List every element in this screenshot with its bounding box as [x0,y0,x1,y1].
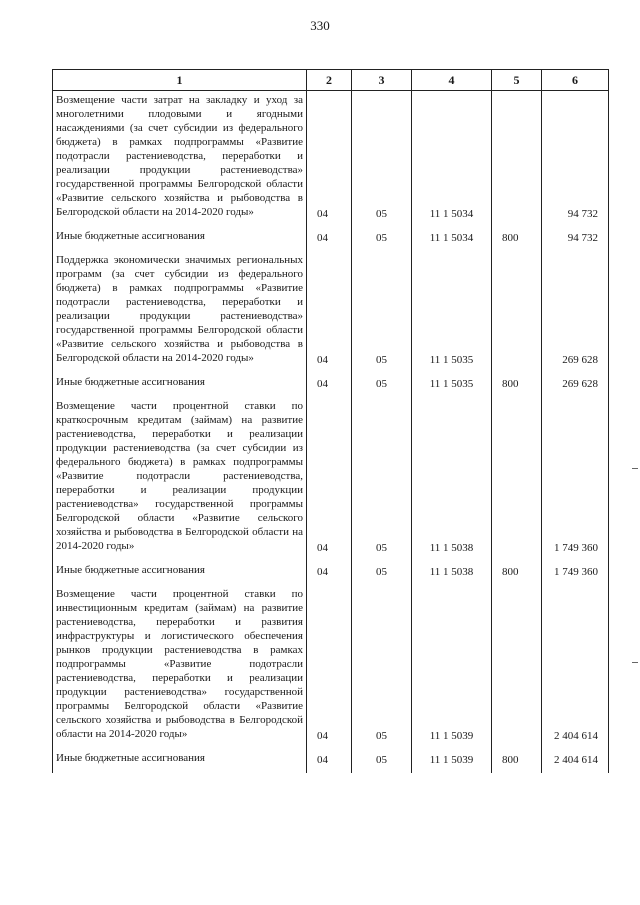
table-row [53,91,609,222]
row-subsection: 05 [352,749,412,767]
row-target-article: 11 1 5034 [412,91,492,222]
page-number: 330 [310,18,330,33]
row-subsection: 05 [352,251,412,367]
header-col-4: 4 [412,70,492,91]
row-expense-type [492,251,542,367]
row-subsection: 05 [352,373,412,391]
row-amount: 2 404 614 [542,585,609,743]
row-section: 04 [307,397,352,555]
row-expense-type: 800 [492,561,542,579]
header-col-6: 6 [542,70,609,91]
row-name: Поддержка экономически значимых региональных программ (за счет субсидии из федерального бюджета) в рамках подпрограммы «Развитие подотрасли растениеводства, переработки и реализации продукции растениеводства» государственной программы Белгородской области «Развитие сельского хозяйства и рыбоводства в Белгородской области на 2014-2020 годы» [53,251,307,367]
row-name: Иные бюджетные ассигнования [53,373,307,391]
row-expense-type: 800 [492,749,542,767]
row-name: Иные бюджетные ассигнования [53,749,307,767]
header-col-5: 5 [492,70,542,91]
row-section: 04 [307,251,352,367]
row-target-article: 11 1 5034 [412,227,492,245]
table-row [53,227,609,245]
row-target-article: 11 1 5035 [412,251,492,367]
row-amount: 269 628 [542,251,609,367]
row-subsection: 05 [352,91,412,222]
table-row [53,373,609,391]
row-expense-type [492,397,542,555]
row-target-article: 11 1 5038 [412,397,492,555]
budget-table [52,69,609,773]
row-subsection: 05 [352,585,412,743]
scan-margin-mark [632,468,638,469]
row-amount: 1 749 360 [542,397,609,555]
row-section: 04 [307,585,352,743]
row-subsection: 05 [352,561,412,579]
header-col-2: 2 [307,70,352,91]
table-row [53,585,609,743]
row-section: 04 [307,561,352,579]
table-row [53,397,609,555]
row-name: Возмещение части затрат на закладку и уход за многолетними плодовыми и ягодными насаждениями (за счет субсидии из федерального бюджета) в рамках подпрограммы «Развитие подотрасли растениеводства, переработки и реализации продукции растениеводства» государственной программы Белгородской области «Развитие сельского хозяйства и рыбоводства в Белгородской области на 2014-2020 годы» [53,91,307,222]
row-expense-type [492,91,542,222]
table-row [53,561,609,579]
row-section: 04 [307,227,352,245]
table-row [53,251,609,367]
table-header-row [53,70,609,91]
row-amount: 94 732 [542,227,609,245]
row-expense-type [492,585,542,743]
row-expense-type: 800 [492,373,542,391]
row-section: 04 [307,749,352,767]
row-target-article: 11 1 5035 [412,373,492,391]
row-name: Возмещение части процентной ставки по инвестиционным кредитам (займам) на развитие растениеводства, переработки и развития инфраструктуры и логистического обеспечения рынков продукции растениеводства в рамках подпрограммы «Развитие подотрасли растениеводства, переработки и реализации продукции растениеводства» государственной программы Белгородской области «Развитие сельского хозяйства и рыбоводства в Белгородской области на 2014-2020 годы» [53,585,307,743]
row-expense-type: 800 [492,227,542,245]
row-amount: 2 404 614 [542,749,609,767]
row-section: 04 [307,373,352,391]
row-target-article: 11 1 5039 [412,749,492,767]
row-amount: 94 732 [542,91,609,222]
header-col-1: 1 [53,70,307,91]
row-target-article: 11 1 5039 [412,585,492,743]
scan-margin-mark [632,662,638,663]
header-col-3: 3 [352,70,412,91]
row-amount: 269 628 [542,373,609,391]
row-section: 04 [307,91,352,222]
row-target-article: 11 1 5038 [412,561,492,579]
row-subsection: 05 [352,397,412,555]
row-name: Возмещение части процентной ставки по краткосрочным кредитам (займам) на развитие растениеводства, переработки и реализации продукции растениеводства (за счет субсидии из федерального бюджета) в рамках подпрограммы «Развитие подотрасли растениеводства, переработки и реализации продукции растениеводства» государственной программы Белгородской области «Развитие сельского хозяйства и рыбоводства в Белгородской области на 2014-2020 годы» [53,397,307,555]
table-row [53,749,609,767]
row-subsection: 05 [352,227,412,245]
row-amount: 1 749 360 [542,561,609,579]
row-name: Иные бюджетные ассигнования [53,561,307,579]
row-name: Иные бюджетные ассигнования [53,227,307,245]
